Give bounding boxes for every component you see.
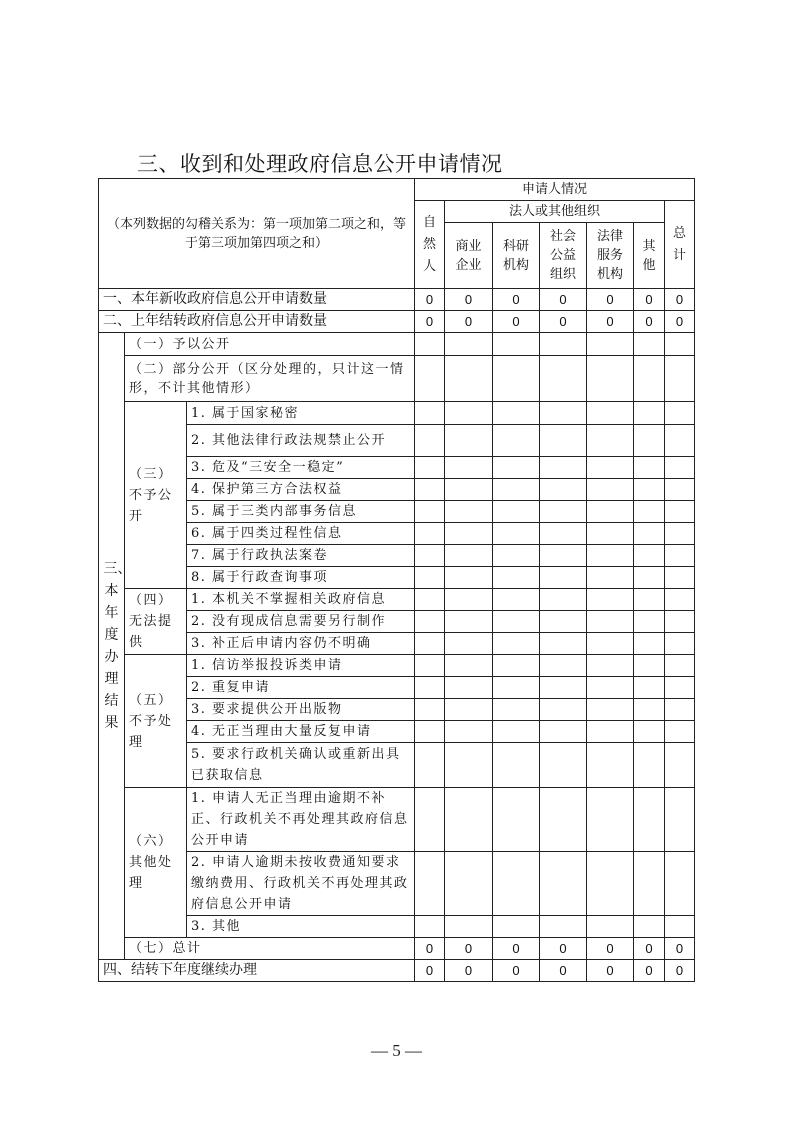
value-cell[interactable] (665, 677, 695, 699)
value-cell[interactable] (493, 402, 540, 425)
value-cell[interactable] (415, 333, 445, 356)
item-partial-open: （二）部分公开（区分处理的，只计这一情形，不计其他情形） (125, 356, 415, 402)
value-cell[interactable] (665, 916, 695, 938)
value-cell[interactable]: 0 (415, 289, 445, 311)
group-item: 2. 没有现成信息需要另行制作 (187, 611, 415, 633)
value-cell[interactable] (415, 402, 445, 425)
row-label: 四、结转下年度继续办理 (99, 960, 415, 982)
value-cell[interactable] (587, 589, 634, 611)
value-cell[interactable] (445, 356, 493, 402)
value-cell[interactable] (540, 501, 587, 523)
value-cell[interactable] (540, 333, 587, 356)
group-item: 2. 申请人逾期未按收费通知要求缴纳费用、行政机关不再处理其政府信息公开申请 (187, 852, 415, 916)
value-cell[interactable] (665, 611, 695, 633)
value-cell[interactable] (587, 545, 634, 567)
table-row (99, 425, 695, 457)
table-row (99, 611, 695, 633)
value-cell[interactable] (634, 699, 665, 721)
group-label: （三）不予公开 (125, 402, 187, 589)
header-col-research: 科研机构 (493, 223, 540, 289)
value-cell[interactable] (445, 743, 493, 788)
value-cell[interactable]: 0 (587, 311, 634, 333)
value-cell[interactable] (415, 356, 445, 402)
value-cell[interactable] (665, 501, 695, 523)
value-cell[interactable] (540, 699, 587, 721)
value-cell[interactable] (493, 523, 540, 545)
value-cell[interactable]: 0 (634, 938, 665, 960)
value-cell[interactable] (415, 479, 445, 501)
value-cell[interactable]: 0 (587, 938, 634, 960)
group-item: 1. 信访举报投诉类申请 (187, 655, 415, 677)
value-cell[interactable] (445, 501, 493, 523)
value-cell[interactable]: 0 (665, 289, 695, 311)
value-cell[interactable] (493, 699, 540, 721)
value-cell[interactable] (587, 611, 634, 633)
value-cell[interactable] (493, 655, 540, 677)
value-cell[interactable] (540, 655, 587, 677)
value-cell[interactable]: 0 (540, 960, 587, 982)
value-cell[interactable] (587, 655, 634, 677)
value-cell[interactable] (665, 852, 695, 916)
header-natural-person-cell (415, 201, 445, 289)
value-cell[interactable] (540, 567, 587, 589)
value-cell[interactable] (587, 916, 634, 938)
value-cell[interactable] (665, 721, 695, 743)
header-total-cell (665, 201, 695, 289)
table-row (99, 655, 695, 677)
group-item: 1. 属于国家秘密 (187, 402, 415, 425)
value-cell[interactable] (587, 356, 634, 402)
value-cell[interactable] (415, 721, 445, 743)
value-cell[interactable] (634, 677, 665, 699)
value-cell[interactable] (634, 457, 665, 479)
item-total: （七）总计 (125, 938, 415, 960)
value-cell[interactable] (587, 501, 634, 523)
value-cell[interactable]: 0 (540, 311, 587, 333)
table-row (99, 457, 695, 479)
value-cell[interactable]: 0 (445, 938, 493, 960)
value-cell[interactable] (540, 425, 587, 457)
value-cell[interactable]: 0 (493, 289, 540, 311)
value-cell[interactable] (415, 677, 445, 699)
value-cell[interactable]: 0 (415, 311, 445, 333)
value-cell[interactable] (665, 479, 695, 501)
value-cell[interactable] (665, 356, 695, 402)
header-col-other: 其他 (634, 223, 665, 289)
value-cell[interactable] (587, 567, 634, 589)
value-cell[interactable]: 0 (445, 289, 493, 311)
value-cell[interactable] (445, 402, 493, 425)
value-cell[interactable] (665, 655, 695, 677)
value-cell[interactable] (587, 523, 634, 545)
table-row (99, 589, 695, 611)
item-open: （一）予以公开 (125, 333, 415, 356)
value-cell[interactable] (445, 788, 493, 852)
value-cell[interactable] (415, 788, 445, 852)
value-cell[interactable] (540, 479, 587, 501)
group-item: 3. 要求提供公开出版物 (187, 699, 415, 721)
value-cell[interactable] (665, 333, 695, 356)
value-cell[interactable] (445, 699, 493, 721)
header-natural-person: 自然人 (422, 214, 436, 274)
value-cell[interactable] (634, 788, 665, 852)
value-cell[interactable] (665, 788, 695, 852)
value-cell[interactable] (587, 457, 634, 479)
value-cell[interactable]: 0 (665, 938, 695, 960)
value-cell[interactable] (493, 589, 540, 611)
group-item: 1. 本机关不掌握相关政府信息 (187, 589, 415, 611)
value-cell[interactable] (415, 633, 445, 655)
value-cell[interactable] (493, 567, 540, 589)
value-cell[interactable] (587, 677, 634, 699)
value-cell[interactable] (493, 545, 540, 567)
value-cell[interactable] (540, 356, 587, 402)
value-cell[interactable] (634, 589, 665, 611)
row-label: 二、上年结转政府信息公开申请数量 (99, 311, 415, 333)
value-cell[interactable] (587, 699, 634, 721)
value-cell[interactable] (540, 852, 587, 916)
value-cell[interactable]: 0 (665, 960, 695, 982)
value-cell[interactable] (445, 589, 493, 611)
value-cell[interactable] (493, 916, 540, 938)
table-row (99, 699, 695, 721)
value-cell[interactable] (493, 479, 540, 501)
table-row (99, 788, 695, 852)
group-label: （五）不予处理 (125, 655, 187, 788)
value-cell[interactable] (587, 788, 634, 852)
group-label: （六）其他处理 (125, 788, 187, 938)
value-cell[interactable] (445, 479, 493, 501)
value-cell[interactable] (665, 699, 695, 721)
value-cell[interactable] (634, 523, 665, 545)
page-title: 三、收到和处理政府信息公开申请情况 (137, 152, 503, 176)
table-row (99, 501, 695, 523)
value-cell[interactable] (587, 721, 634, 743)
value-cell[interactable] (587, 425, 634, 457)
value-cell[interactable] (587, 479, 634, 501)
value-cell[interactable] (540, 916, 587, 938)
group-item: 3. 补正后申请内容仍不明确 (187, 633, 415, 655)
value-cell[interactable]: 0 (540, 938, 587, 960)
value-cell[interactable] (415, 916, 445, 938)
value-cell[interactable] (493, 501, 540, 523)
value-cell[interactable] (445, 633, 493, 655)
value-cell[interactable] (634, 852, 665, 916)
header-legal-group: 法人或其他组织 (445, 201, 665, 223)
value-cell[interactable] (493, 457, 540, 479)
group-item: 7. 属于行政执法案卷 (187, 545, 415, 567)
value-cell[interactable] (634, 545, 665, 567)
value-cell[interactable] (634, 479, 665, 501)
value-cell[interactable]: 0 (415, 938, 445, 960)
value-cell[interactable] (587, 852, 634, 916)
value-cell[interactable] (665, 545, 695, 567)
value-cell[interactable] (415, 457, 445, 479)
value-cell[interactable] (415, 743, 445, 788)
value-cell[interactable] (415, 545, 445, 567)
value-cell[interactable] (415, 655, 445, 677)
group-item: 4. 保护第三方合法权益 (187, 479, 415, 501)
value-cell[interactable] (587, 743, 634, 788)
value-cell[interactable]: 0 (634, 960, 665, 982)
header-col-public-welfare: 社会公益组织 (540, 223, 587, 289)
value-cell[interactable] (415, 699, 445, 721)
value-cell[interactable] (445, 333, 493, 356)
value-cell[interactable] (445, 852, 493, 916)
value-cell[interactable] (445, 916, 493, 938)
value-cell[interactable] (415, 852, 445, 916)
value-cell[interactable] (587, 333, 634, 356)
value-cell[interactable] (493, 677, 540, 699)
group-label: （四）无法提供 (125, 589, 187, 655)
group-item: 5. 要求行政机关确认或重新出具已获取信息 (187, 743, 415, 788)
table-row (99, 743, 695, 788)
table-row (99, 402, 695, 425)
value-cell[interactable] (634, 501, 665, 523)
value-cell[interactable] (540, 545, 587, 567)
value-cell[interactable] (665, 523, 695, 545)
value-cell[interactable]: 0 (415, 960, 445, 982)
header-total: 总计 (672, 225, 686, 263)
value-cell[interactable] (665, 425, 695, 457)
value-cell[interactable]: 0 (587, 289, 634, 311)
table-row (99, 677, 695, 699)
value-cell[interactable] (634, 425, 665, 457)
value-cell[interactable] (634, 402, 665, 425)
value-cell[interactable]: 0 (493, 311, 540, 333)
table-row (99, 356, 695, 402)
group-item: 3. 危及“三安全一稳定” (187, 457, 415, 479)
value-cell[interactable] (445, 425, 493, 457)
value-cell[interactable] (665, 567, 695, 589)
value-cell[interactable] (540, 677, 587, 699)
value-cell[interactable] (445, 567, 493, 589)
value-cell[interactable] (445, 677, 493, 699)
value-cell[interactable] (634, 356, 665, 402)
value-cell[interactable] (493, 356, 540, 402)
value-cell[interactable] (665, 743, 695, 788)
value-cell[interactable] (634, 721, 665, 743)
group-item: 3. 其他 (187, 916, 415, 938)
header-note: （本列数据的勾稽关系为：第一项加第二项之和，等于第三项加第四项之和） (99, 179, 415, 289)
table-row (99, 545, 695, 567)
value-cell[interactable] (634, 567, 665, 589)
value-cell[interactable] (665, 589, 695, 611)
group-item: 4. 无正当理由大量反复申请 (187, 721, 415, 743)
value-cell[interactable] (540, 589, 587, 611)
value-cell[interactable] (540, 788, 587, 852)
value-cell[interactable] (493, 425, 540, 457)
value-cell[interactable] (493, 852, 540, 916)
value-cell[interactable]: 0 (445, 960, 493, 982)
header-col-legal-service: 法律服务机构 (587, 223, 634, 289)
value-cell[interactable] (415, 589, 445, 611)
group-item: 2. 其他法律行政法规禁止公开 (187, 425, 415, 457)
row-label: 一、本年新收政府信息公开申请数量 (99, 289, 415, 311)
table-row (99, 479, 695, 501)
value-cell[interactable] (493, 333, 540, 356)
application-table (98, 178, 695, 982)
value-cell[interactable] (445, 655, 493, 677)
group-item: 8. 属于行政查询事项 (187, 567, 415, 589)
value-cell[interactable]: 0 (634, 311, 665, 333)
table-row (99, 721, 695, 743)
value-cell[interactable] (493, 743, 540, 788)
value-cell[interactable] (493, 721, 540, 743)
value-cell[interactable] (634, 611, 665, 633)
section3-label-cell (99, 333, 132, 960)
section3-label: 三、本年度办理结果 (103, 561, 132, 731)
value-cell[interactable] (587, 633, 634, 655)
value-cell[interactable] (634, 743, 665, 788)
value-cell[interactable] (445, 611, 493, 633)
value-cell[interactable] (445, 457, 493, 479)
value-cell[interactable] (445, 545, 493, 567)
value-cell[interactable]: 0 (634, 289, 665, 311)
value-cell[interactable] (415, 611, 445, 633)
value-cell[interactable]: 0 (445, 311, 493, 333)
page-number: — 5 — (371, 1041, 422, 1060)
value-cell[interactable] (540, 633, 587, 655)
value-cell[interactable] (445, 721, 493, 743)
value-cell[interactable] (540, 721, 587, 743)
table-row (99, 938, 695, 960)
value-cell[interactable] (540, 743, 587, 788)
value-cell[interactable] (665, 457, 695, 479)
table-row (99, 916, 695, 938)
value-cell[interactable]: 0 (493, 960, 540, 982)
table-row (99, 960, 695, 982)
table-row (99, 852, 695, 916)
header-applicant-group: 申请人情况 (415, 179, 695, 201)
value-cell[interactable]: 0 (540, 289, 587, 311)
value-cell[interactable] (415, 501, 445, 523)
table-row (99, 633, 695, 655)
value-cell[interactable] (634, 333, 665, 356)
value-cell[interactable] (587, 402, 634, 425)
value-cell[interactable] (665, 402, 695, 425)
value-cell[interactable] (415, 567, 445, 589)
value-cell[interactable] (493, 633, 540, 655)
table-row (99, 289, 695, 311)
value-cell[interactable] (634, 655, 665, 677)
group-item: 2. 重复申请 (187, 677, 415, 699)
group-item: 1. 申请人无正当理由逾期不补正、行政机关不再处理其政府信息公开申请 (187, 788, 415, 852)
value-cell[interactable] (540, 457, 587, 479)
value-cell[interactable] (415, 425, 445, 457)
value-cell[interactable] (540, 523, 587, 545)
value-cell[interactable] (540, 611, 587, 633)
group-item: 5. 属于三类内部事务信息 (187, 501, 415, 523)
value-cell[interactable] (415, 523, 445, 545)
table-row (99, 333, 695, 356)
value-cell[interactable] (634, 916, 665, 938)
value-cell[interactable]: 0 (665, 311, 695, 333)
value-cell[interactable] (493, 788, 540, 852)
value-cell[interactable]: 0 (587, 960, 634, 982)
table-row (99, 567, 695, 589)
value-cell[interactable] (445, 523, 493, 545)
value-cell[interactable] (634, 633, 665, 655)
header-col-business: 商业企业 (445, 223, 493, 289)
table-row (99, 523, 695, 545)
table-row (99, 311, 695, 333)
group-item: 6. 属于四类过程性信息 (187, 523, 415, 545)
value-cell[interactable] (665, 633, 695, 655)
value-cell[interactable] (540, 402, 587, 425)
value-cell[interactable]: 0 (493, 938, 540, 960)
value-cell[interactable] (493, 611, 540, 633)
